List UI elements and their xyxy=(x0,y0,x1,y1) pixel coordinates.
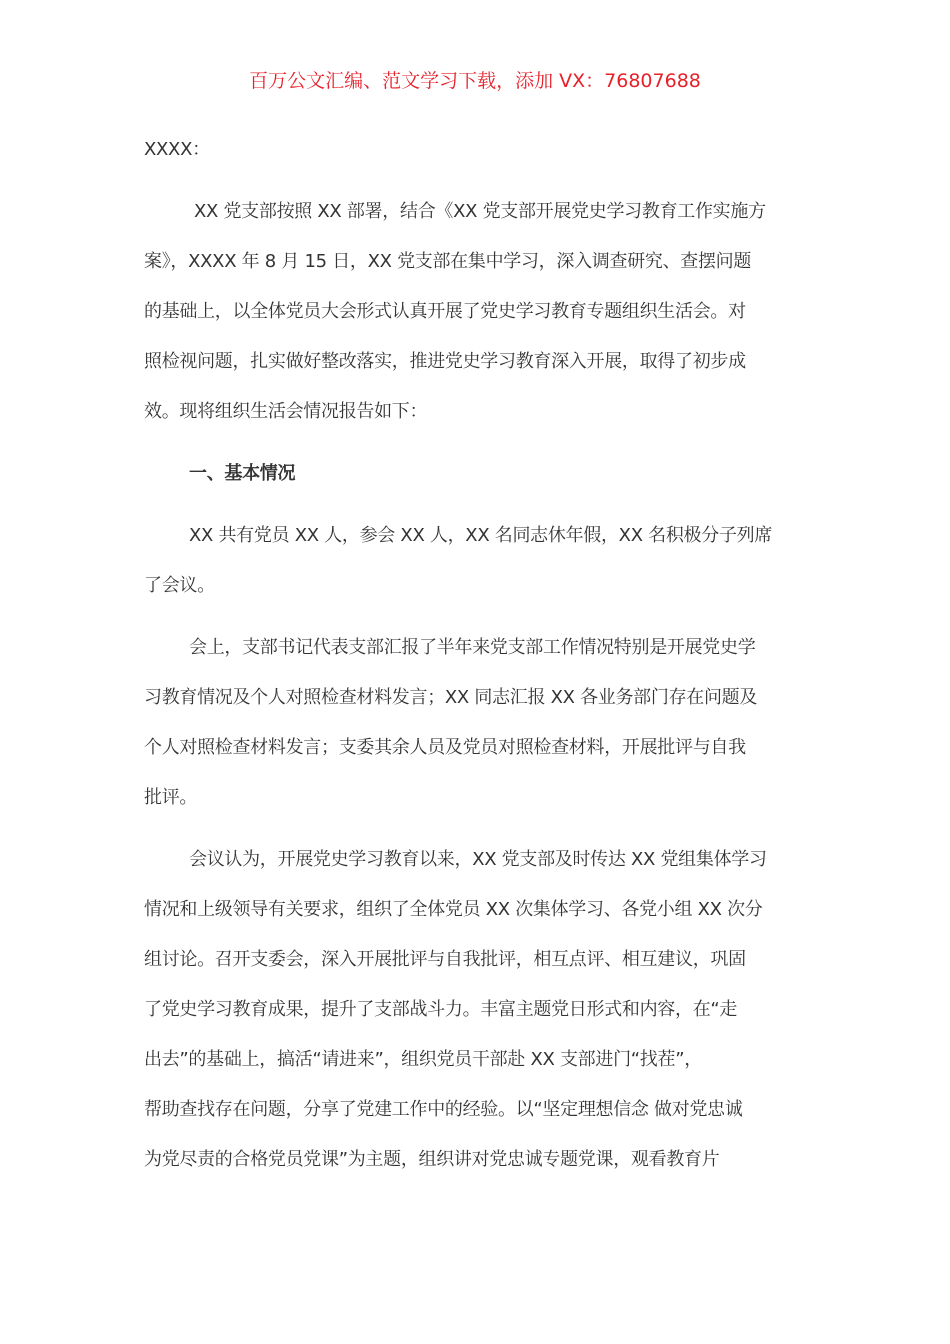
text-line: 案》，XXXX 年 8 月 15 日，XX 党支部在集中学习，深入调查研究、查摆问题 xyxy=(144,251,752,272)
text-line: 习教育情况及个人对照检查材料发言；XX 同志汇报 XX 各业务部门存在问题及 xyxy=(144,687,758,708)
text-line: 了会议。 xyxy=(144,575,215,596)
text-line: 批评。 xyxy=(144,787,198,808)
paragraph-intro xyxy=(144,187,824,437)
text-line: 出去”的基础上，搞活“请进来”，组织党员干部赴 XX 支部进门“找茬”， xyxy=(144,1049,702,1070)
text-line: 会议认为，开展党史学习教育以来，XX 党支部及时传达 XX 党组集体学习 xyxy=(189,849,767,870)
text-line: 情况和上级领导有关要求，组织了全体党员 XX 次集体学习、各党小组 XX 次分 xyxy=(144,899,763,920)
document-body xyxy=(144,125,824,1197)
text-line: 会上，支部书记代表支部汇报了半年来党支部工作情况特别是开展党史学 xyxy=(189,637,756,658)
watermark-header: 百万公文汇编、范文学习下载，添加 VX：76807688 xyxy=(249,70,701,92)
salutation: XXXX： xyxy=(144,139,210,160)
text-line: 了党史学习教育成果，提升了支部战斗力。丰富主题党日形式和内容，在“走 xyxy=(144,999,738,1020)
text-line: XX 党支部按照 XX 部署，结合《XX 党支部开展党史学习教育工作实施方 xyxy=(194,201,766,222)
text-line: 帮助查找存在问题，分享了党建工作中的经验。以“坚定理想信念 做对党忠诚 xyxy=(144,1099,743,1120)
text-line: 的基础上，以全体党员大会形式认真开展了党史学习教育专题组织生活会。对 xyxy=(144,301,746,322)
section-heading: 一、基本情况 xyxy=(189,463,296,484)
text-line: 照检视问题，扎实做好整改落实，推进党史学习教育深入开展，取得了初步成 xyxy=(144,351,746,372)
paragraph-conclusion xyxy=(144,835,824,1185)
text-line: XX 共有党员 XX 人，参会 XX 人，XX 名同志休年假，XX 名积极分子列席 xyxy=(189,525,773,546)
text-line: 个人对照检查材料发言；支委其余人员及党员对照检查材料，开展批评与自我 xyxy=(144,737,746,758)
paragraph-attendance xyxy=(144,511,824,611)
text-line: 效。现将组织生活会情况报告如下： xyxy=(144,401,428,422)
paragraph-meeting xyxy=(144,623,824,823)
text-line: 组讨论。召开支委会，深入开展批评与自我批评，相互点评、相互建议，巩固 xyxy=(144,949,746,970)
text-line: 为党尽责的合格党员党课”为主题，组织讲对党忠诚专题党课，观看教育片 xyxy=(144,1149,720,1170)
